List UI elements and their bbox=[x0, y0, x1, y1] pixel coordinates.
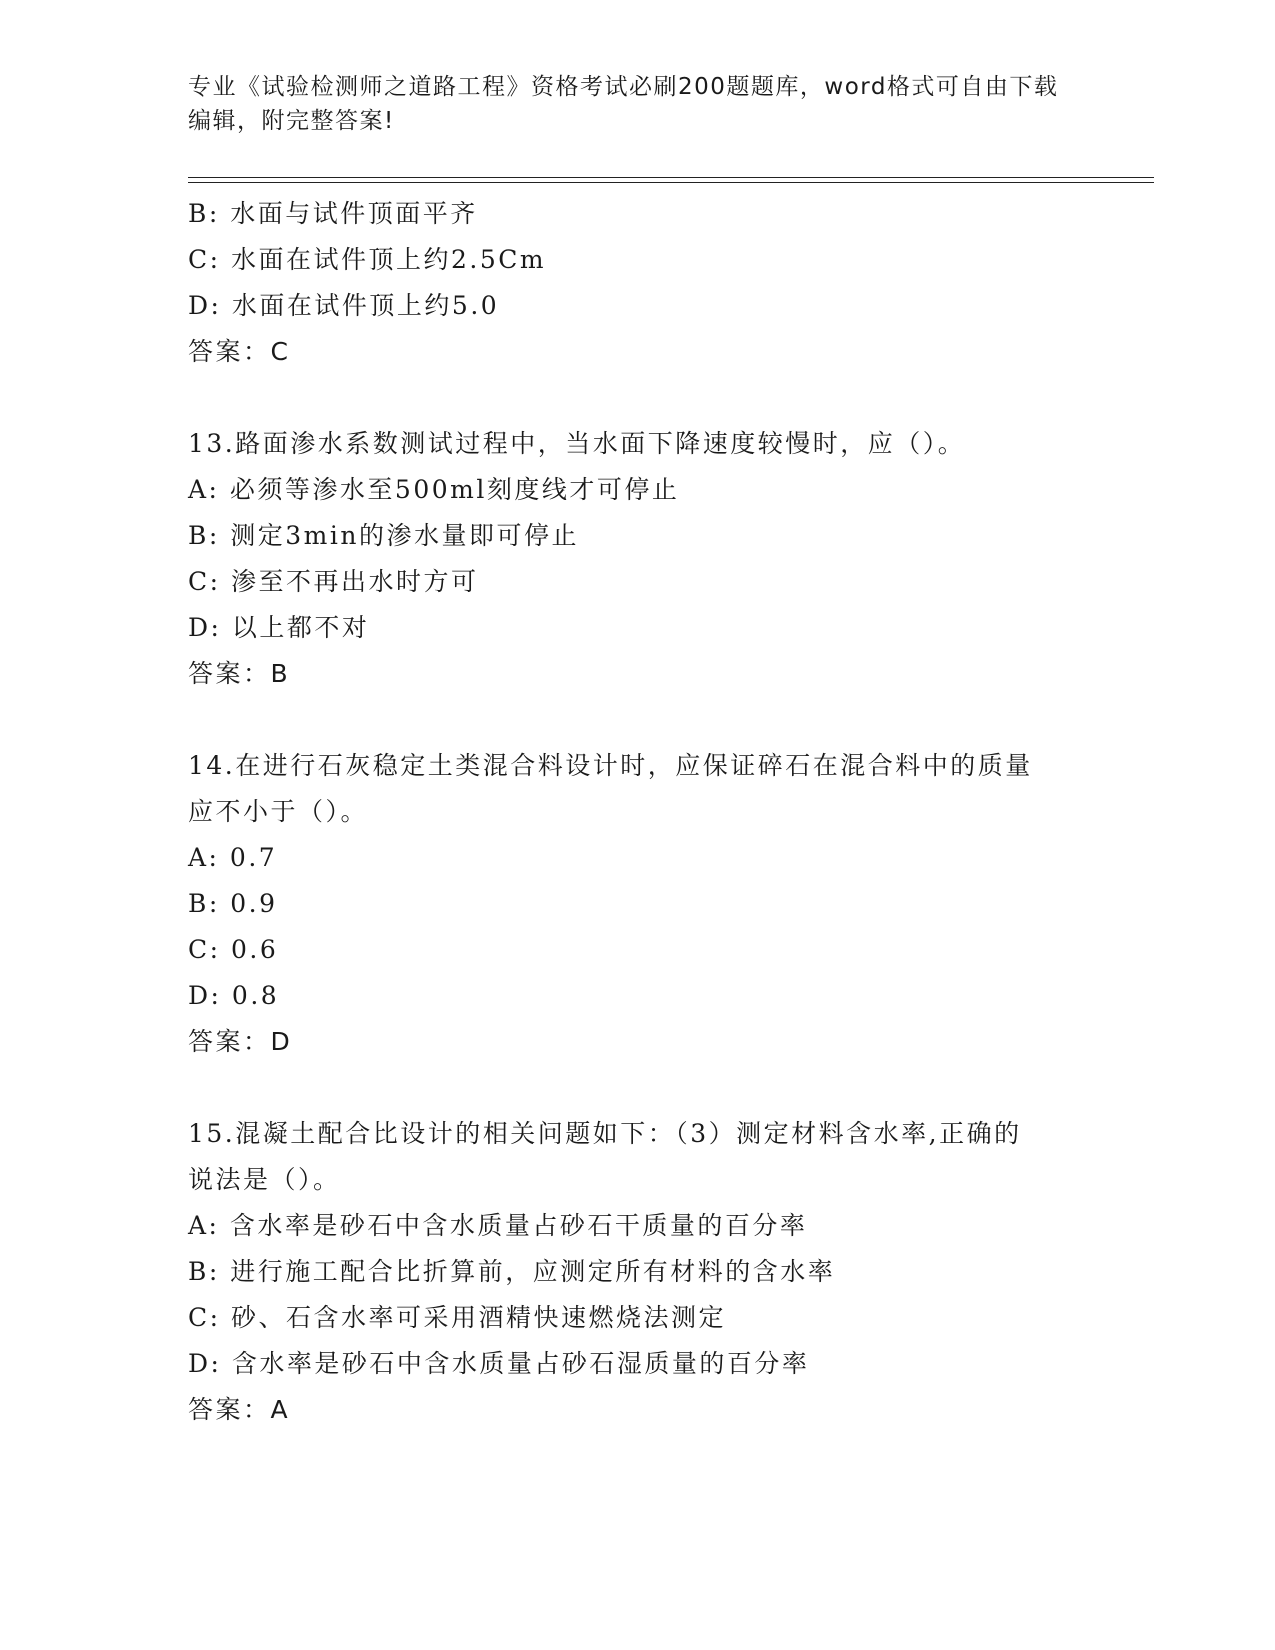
option-c: C: 砂、石含水率可采用酒精快速燃烧法测定 bbox=[188, 1303, 726, 1332]
option-d: D: 含水率是砂石中含水质量占砂石湿质量的百分率 bbox=[188, 1349, 810, 1378]
answer: 答案：A bbox=[188, 1395, 291, 1424]
question-12 bbox=[188, 191, 1148, 375]
question-stem-line1: 14.在进行石灰稳定土类混合料设计时，应保证碎石在混合料中的质量 bbox=[188, 751, 1033, 780]
header-title-line1: 专业《试验检测师之道路工程》资格考试必刷200题题库，word格式可自由下载 bbox=[188, 74, 1059, 100]
option-c: C: 水面在试件顶上约2.5Cm bbox=[188, 245, 547, 274]
option-d: D: 水面在试件顶上约5.0 bbox=[188, 291, 500, 320]
option-b: B: 测定3min的渗水量即可停止 bbox=[188, 521, 579, 550]
question-spacer bbox=[188, 375, 1148, 421]
option-c: C: 0.6 bbox=[188, 935, 279, 964]
option-a: A: 含水率是砂石中含水质量占砂石干质量的百分率 bbox=[188, 1211, 808, 1240]
answer: 答案：C bbox=[188, 337, 291, 366]
option-a: A: 必须等渗水至500ml刻度线才可停止 bbox=[188, 475, 680, 504]
option-d: D: 以上都不对 bbox=[188, 613, 370, 642]
header-divider-top bbox=[188, 177, 1154, 178]
option-b: B: 进行施工配合比折算前，应测定所有材料的含水率 bbox=[188, 1257, 836, 1286]
question-15 bbox=[188, 1111, 1148, 1433]
option-b: B: 水面与试件顶面平齐 bbox=[188, 199, 478, 228]
question-stem-line2: 应不小于（）。 bbox=[188, 797, 369, 826]
question-stem-line1: 15.混凝土配合比设计的相关问题如下：（3）测定材料含水率,正确的 bbox=[188, 1119, 1022, 1148]
header-divider-bottom bbox=[188, 182, 1154, 183]
question-spacer bbox=[188, 1065, 1148, 1111]
answer: 答案：D bbox=[188, 1027, 293, 1056]
question-spacer bbox=[188, 697, 1148, 743]
option-d: D: 0.8 bbox=[188, 981, 280, 1010]
option-b: B: 0.9 bbox=[188, 889, 278, 918]
question-list bbox=[188, 191, 1148, 1433]
header-title-line2: 编辑，附完整答案! bbox=[188, 108, 395, 134]
option-a: A: 0.7 bbox=[188, 843, 278, 872]
question-stem: 13.路面渗水系数测试过程中，当水面下降速度较慢时，应（）。 bbox=[188, 429, 966, 458]
document-header bbox=[188, 70, 1088, 138]
answer: 答案：B bbox=[188, 659, 291, 688]
option-c: C: 渗至不再出水时方可 bbox=[188, 567, 479, 596]
question-stem-line2: 说法是（）。 bbox=[188, 1165, 341, 1194]
question-14 bbox=[188, 743, 1148, 1065]
question-13 bbox=[188, 421, 1148, 697]
